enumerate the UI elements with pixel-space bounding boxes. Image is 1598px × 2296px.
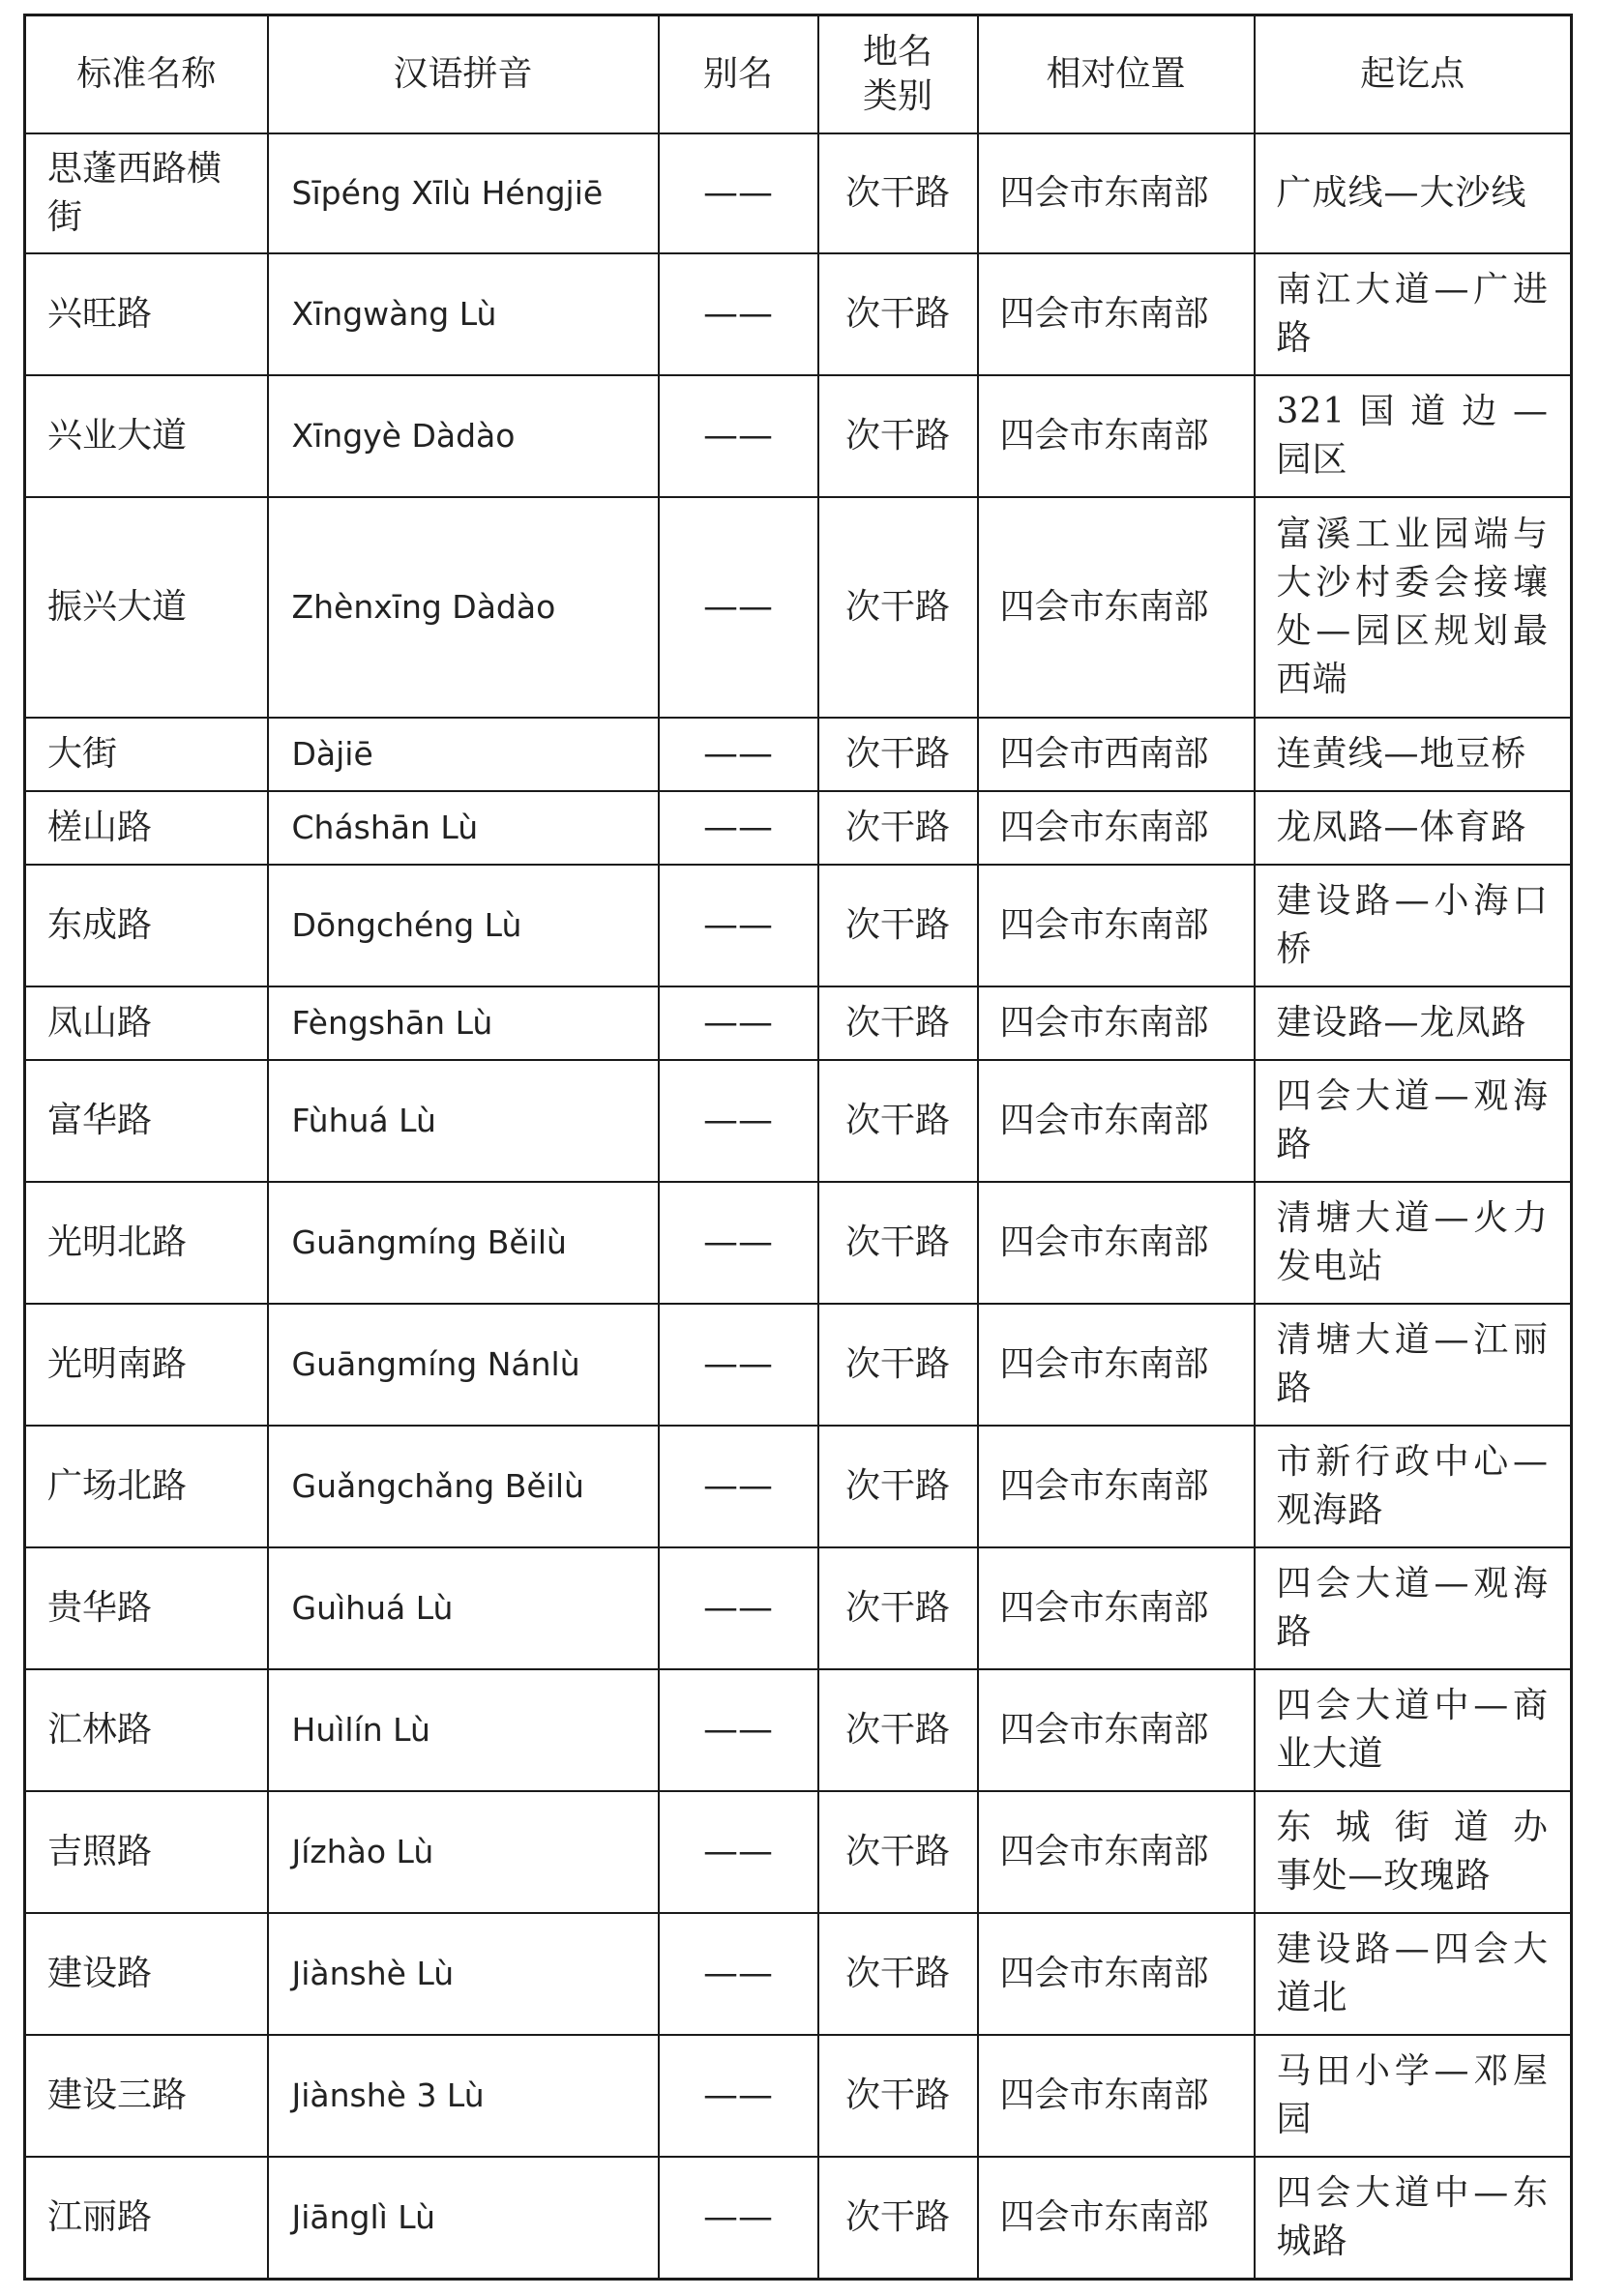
table-row — [25, 375, 1572, 497]
header-alias: 别名 — [659, 15, 818, 134]
cell-category: 次干路 — [818, 1426, 978, 1547]
cell-category: 次干路 — [818, 253, 978, 375]
header-relative-location: 相对位置 — [978, 15, 1255, 134]
table-row — [25, 1669, 1572, 1791]
cell-alias: —— — [659, 253, 818, 375]
cell-standard-name: 大街 — [25, 718, 268, 791]
cell-alias: —— — [659, 1182, 818, 1304]
cell-start-end-points: 富溪工业园端与大沙村委会接壤处—园区规划最西端 — [1255, 497, 1572, 718]
cell-relative-location: 四会市东南部 — [978, 375, 1255, 497]
cell-relative-location: 四会市东南部 — [978, 1304, 1255, 1426]
table-row — [25, 1547, 1572, 1669]
cell-alias: —— — [659, 791, 818, 865]
cell-relative-location: 四会市东南部 — [978, 1547, 1255, 1669]
cell-pinyin: Sīpéng Xīlù Héngjiē — [268, 133, 659, 253]
cell-relative-location: 四会市东南部 — [978, 2035, 1255, 2157]
cell-alias: —— — [659, 1304, 818, 1426]
header-category: 地名 类别 — [818, 15, 978, 134]
cell-pinyin: Dàjiē — [268, 718, 659, 791]
cell-pinyin: Jiànshè Lù — [268, 1913, 659, 2035]
cell-alias: —— — [659, 1791, 818, 1913]
cell-relative-location: 四会市东南部 — [978, 497, 1255, 718]
table-row — [25, 1304, 1572, 1426]
cell-category: 次干路 — [818, 718, 978, 791]
cell-alias: —— — [659, 1547, 818, 1669]
cell-standard-name: 光明北路 — [25, 1182, 268, 1304]
cell-relative-location: 四会市东南部 — [978, 1791, 1255, 1913]
cell-pinyin: Cháshān Lù — [268, 791, 659, 865]
cell-relative-location: 四会市东南部 — [978, 253, 1255, 375]
cell-relative-location: 四会市西南部 — [978, 718, 1255, 791]
cell-start-end-points: 东 城 街 道 办 事处—玫瑰路 — [1255, 1791, 1572, 1913]
cell-relative-location: 四会市东南部 — [978, 791, 1255, 865]
cell-standard-name: 凤山路 — [25, 986, 268, 1060]
cell-category: 次干路 — [818, 1669, 978, 1791]
cell-category: 次干路 — [818, 375, 978, 497]
table-row — [25, 1791, 1572, 1913]
cell-alias: —— — [659, 1669, 818, 1791]
cell-category: 次干路 — [818, 1182, 978, 1304]
table-row — [25, 718, 1572, 791]
cell-pinyin: Zhènxīng Dàdào — [268, 497, 659, 718]
cell-standard-name: 贵华路 — [25, 1547, 268, 1669]
cell-category: 次干路 — [818, 497, 978, 718]
cell-alias: —— — [659, 1060, 818, 1182]
cell-standard-name: 槎山路 — [25, 791, 268, 865]
cell-start-end-points: 321 国 道 边 — 园区 — [1255, 375, 1572, 497]
header-standard-name: 标准名称 — [25, 15, 268, 134]
cell-alias: —— — [659, 986, 818, 1060]
cell-relative-location: 四会市东南部 — [978, 133, 1255, 253]
cell-standard-name: 思蓬西路横街 — [25, 133, 268, 253]
cell-start-end-points: 马田小学—邓屋园 — [1255, 2035, 1572, 2157]
cell-standard-name: 江丽路 — [25, 2157, 268, 2279]
cell-alias: —— — [659, 2035, 818, 2157]
cell-relative-location: 四会市东南部 — [978, 1913, 1255, 2035]
cell-start-end-points: 龙凤路—体育路 — [1255, 791, 1572, 865]
cell-standard-name: 建设三路 — [25, 2035, 268, 2157]
cell-pinyin: Guǎngchǎng Běilù — [268, 1426, 659, 1547]
table-body — [25, 133, 1572, 2279]
cell-relative-location: 四会市东南部 — [978, 1669, 1255, 1791]
table-row — [25, 1913, 1572, 2035]
cell-standard-name: 吉照路 — [25, 1791, 268, 1913]
cell-pinyin: Guāngmíng Běilù — [268, 1182, 659, 1304]
table-row — [25, 791, 1572, 865]
cell-standard-name: 兴业大道 — [25, 375, 268, 497]
table-row — [25, 497, 1572, 718]
cell-relative-location: 四会市东南部 — [978, 2157, 1255, 2279]
cell-standard-name: 光明南路 — [25, 1304, 268, 1426]
cell-category: 次干路 — [818, 2157, 978, 2279]
cell-pinyin: Jiànshè 3 Lù — [268, 2035, 659, 2157]
cell-standard-name: 建设路 — [25, 1913, 268, 2035]
table-row — [25, 2157, 1572, 2279]
cell-start-end-points: 清塘大道—江丽路 — [1255, 1304, 1572, 1426]
cell-relative-location: 四会市东南部 — [978, 1060, 1255, 1182]
cell-standard-name: 富华路 — [25, 1060, 268, 1182]
cell-start-end-points: 四会大道—观海路 — [1255, 1547, 1572, 1669]
cell-start-end-points: 南江大道—广进路 — [1255, 253, 1572, 375]
cell-relative-location: 四会市东南部 — [978, 986, 1255, 1060]
table-row — [25, 865, 1572, 986]
cell-standard-name: 振兴大道 — [25, 497, 268, 718]
table-row — [25, 253, 1572, 375]
cell-alias: —— — [659, 375, 818, 497]
cell-pinyin: Fùhuá Lù — [268, 1060, 659, 1182]
table-header-row — [25, 15, 1572, 134]
header-pinyin: 汉语拼音 — [268, 15, 659, 134]
cell-relative-location: 四会市东南部 — [978, 865, 1255, 986]
cell-category: 次干路 — [818, 865, 978, 986]
cell-category: 次干路 — [818, 986, 978, 1060]
road-name-table-wrapper — [23, 14, 1573, 2281]
header-start-end-points: 起讫点 — [1255, 15, 1572, 134]
cell-standard-name: 广场北路 — [25, 1426, 268, 1547]
cell-category: 次干路 — [818, 2035, 978, 2157]
cell-category: 次干路 — [818, 1791, 978, 1913]
cell-alias: —— — [659, 718, 818, 791]
table-row — [25, 1426, 1572, 1547]
cell-category: 次干路 — [818, 1547, 978, 1669]
cell-standard-name: 东成路 — [25, 865, 268, 986]
cell-category: 次干路 — [818, 1060, 978, 1182]
table-row — [25, 986, 1572, 1060]
table-row — [25, 133, 1572, 253]
cell-pinyin: Dōngchéng Lù — [268, 865, 659, 986]
table-row — [25, 2035, 1572, 2157]
cell-start-end-points: 四会大道—观海路 — [1255, 1060, 1572, 1182]
cell-category: 次干路 — [818, 1304, 978, 1426]
cell-pinyin: Guìhuá Lù — [268, 1547, 659, 1669]
cell-pinyin: Xīngyè Dàdào — [268, 375, 659, 497]
cell-standard-name: 兴旺路 — [25, 253, 268, 375]
cell-alias: —— — [659, 865, 818, 986]
cell-start-end-points: 建设路—四会大道北 — [1255, 1913, 1572, 2035]
cell-relative-location: 四会市东南部 — [978, 1182, 1255, 1304]
cell-start-end-points: 建设路—小海口桥 — [1255, 865, 1572, 986]
cell-alias: —— — [659, 133, 818, 253]
cell-relative-location: 四会市东南部 — [978, 1426, 1255, 1547]
cell-start-end-points: 连黄线—地豆桥 — [1255, 718, 1572, 791]
cell-alias: —— — [659, 497, 818, 718]
table-row — [25, 1182, 1572, 1304]
cell-start-end-points: 清塘大道—火力发电站 — [1255, 1182, 1572, 1304]
cell-pinyin: Huìlín Lù — [268, 1669, 659, 1791]
cell-pinyin: Fèngshān Lù — [268, 986, 659, 1060]
cell-alias: —— — [659, 1913, 818, 2035]
cell-category: 次干路 — [818, 133, 978, 253]
cell-pinyin: Xīngwàng Lù — [268, 253, 659, 375]
cell-category: 次干路 — [818, 1913, 978, 2035]
cell-alias: —— — [659, 2157, 818, 2279]
cell-start-end-points: 四会大道中—商业大道 — [1255, 1669, 1572, 1791]
cell-pinyin: Guāngmíng Nánlù — [268, 1304, 659, 1426]
cell-alias: —— — [659, 1426, 818, 1547]
cell-start-end-points: 建设路—龙凤路 — [1255, 986, 1572, 1060]
cell-standard-name: 汇林路 — [25, 1669, 268, 1791]
cell-pinyin: Jiānglì Lù — [268, 2157, 659, 2279]
table-row — [25, 1060, 1572, 1182]
cell-start-end-points: 市新行政中心—观海路 — [1255, 1426, 1572, 1547]
cell-start-end-points: 广成线—大沙线 — [1255, 133, 1572, 253]
cell-pinyin: Jízhào Lù — [268, 1791, 659, 1913]
road-name-table — [23, 14, 1573, 2281]
cell-category: 次干路 — [818, 791, 978, 865]
cell-start-end-points: 四会大道中—东城路 — [1255, 2157, 1572, 2279]
